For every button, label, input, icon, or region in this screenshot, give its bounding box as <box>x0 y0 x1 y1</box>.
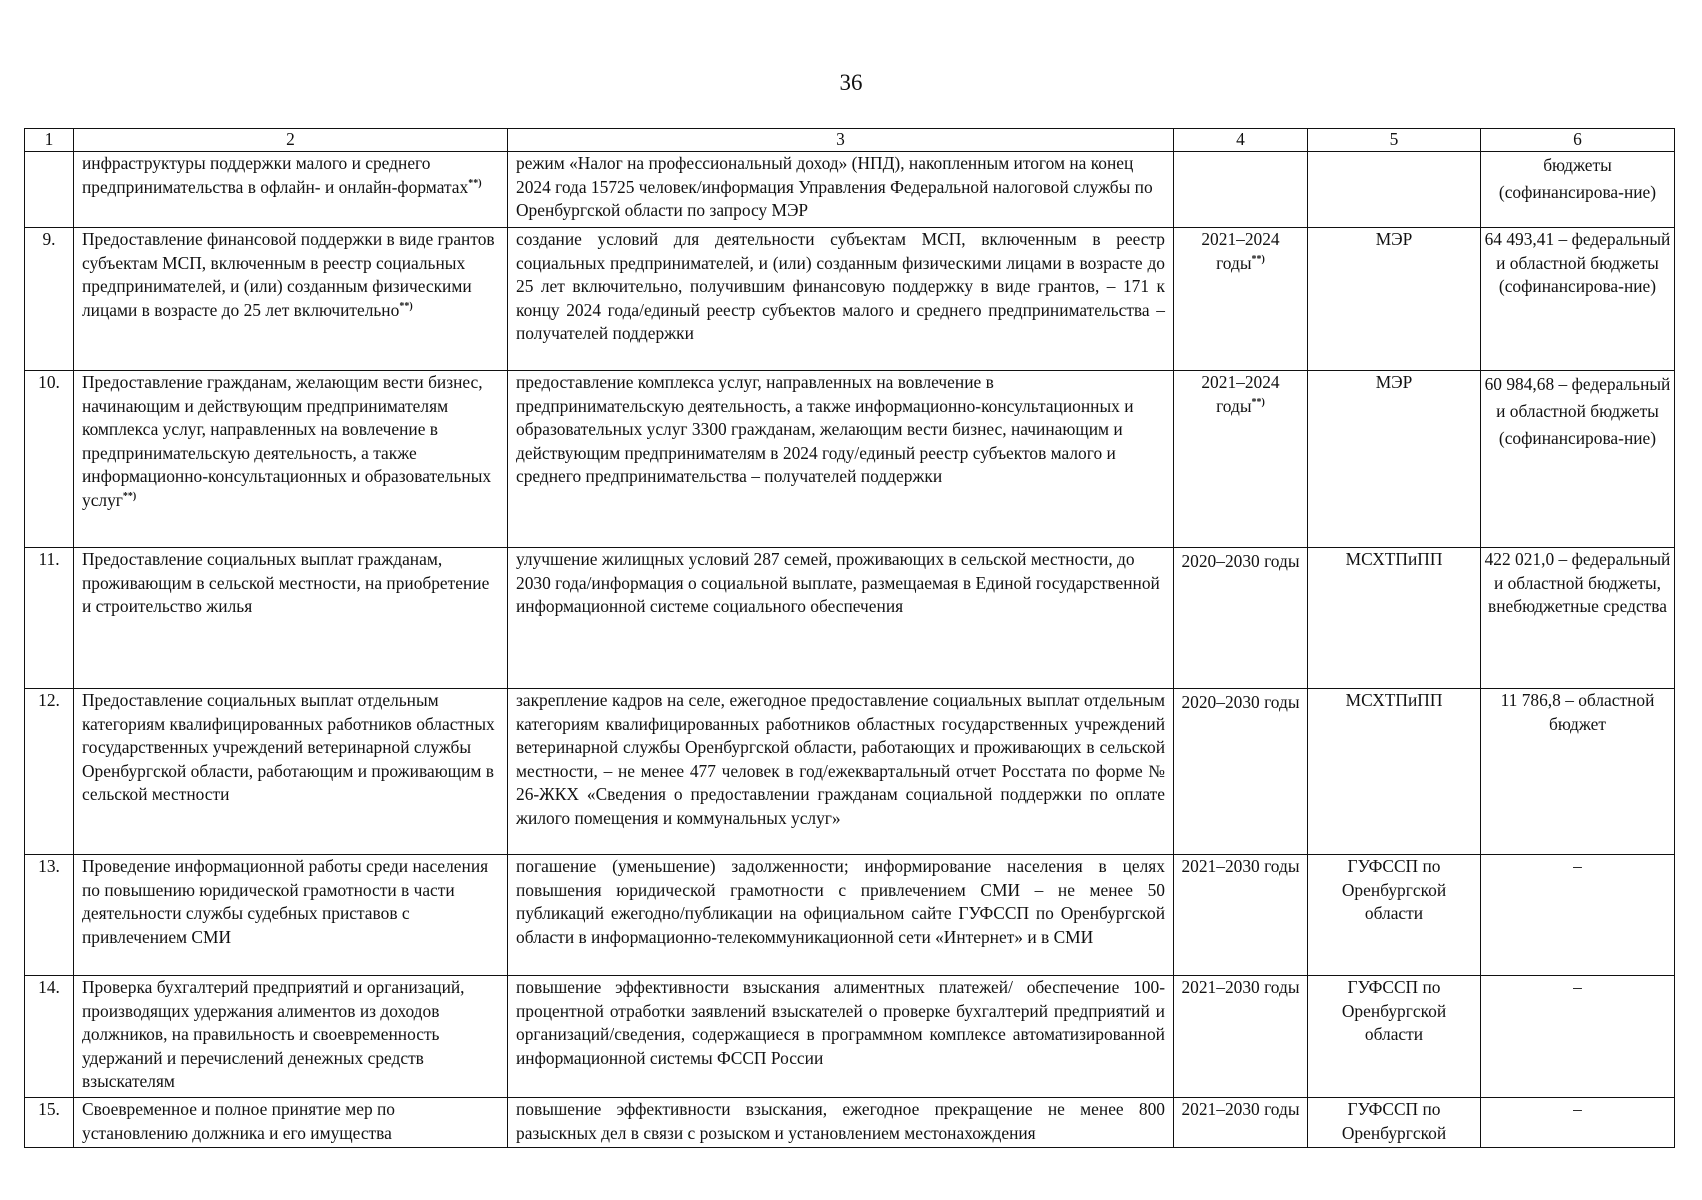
row-number: 10. <box>25 371 74 548</box>
table-row <box>25 855 1675 976</box>
measure-result: повышение эффективности взыскания алиментных платежей/ обеспечение 100-процентной отработки заявлений взыскателей о проверке бухгалтерий предприятий и организаций/сведения, содержащиеся в программном комплексе автоматизированной информационной системы ФССП России <box>508 976 1174 1098</box>
measure-funding: – <box>1481 976 1675 1098</box>
row-number: 13. <box>25 855 74 976</box>
table-row <box>25 548 1675 689</box>
footnote-mark: **) <box>122 490 137 502</box>
table-row <box>25 976 1675 1098</box>
measure-period: 2021–2030 годы <box>1174 976 1308 1098</box>
row-number <box>25 152 74 228</box>
measure-result: закрепление кадров на селе, ежегодное предоставление социальных выплат отдельным категориям квалифицированных работников областных государственных учреждений ветеринарной службы Оренбургской области, работающих и проживающих в сельской местности, – не менее 477 человек в год/ежеквартальный отчет Росстата по форме № 26-ЖКХ «Сведения о предоставлении гражданам социальной поддержки по оплате жилого помещения и коммунальных услуг» <box>508 689 1174 855</box>
column-number-3: 3 <box>508 129 1174 152</box>
measure-funding: 422 021,0 – федеральный и областной бюджеты, внебюджетные средства <box>1481 548 1675 689</box>
measure-funding: 60 984,68 – федеральный и областной бюджеты (софинансирова-ние) <box>1481 371 1675 548</box>
measure-period: 2021–2030 годы <box>1174 855 1308 976</box>
measure-executor: МСХТПиПП <box>1308 548 1481 689</box>
row-number: 12. <box>25 689 74 855</box>
measure-result: создание условий для деятельности субъектам МСП, включенным в реестр социальных предпринимателей, и (или) созданным физическими лицами в возрасте до 25 лет включительно, получившим финансовую поддержку в виде грантов, – 171 к концу 2024 года/единый реестр субъектов малого и среднего предпринимательства – получателей поддержки <box>508 228 1174 371</box>
measure-period <box>1174 152 1308 228</box>
measure-executor: МЭР <box>1308 228 1481 371</box>
measure-name: Предоставление социальных выплат отдельным категориям квалифицированных работников областных государственных учреждений ветеринарной службы Оренбургской области, работающим и проживающим в сельской местности <box>74 689 508 855</box>
measure-executor: МЭР <box>1308 371 1481 548</box>
table-row <box>25 152 1675 228</box>
measure-name: Предоставление социальных выплат гражданам, проживающим в сельской местности, на приобретение и строительство жилья <box>74 548 508 689</box>
measures-table <box>24 128 1675 1148</box>
measure-period: 2021–2024 годы**) <box>1174 371 1308 548</box>
table-row <box>25 228 1675 371</box>
column-number-2: 2 <box>74 129 508 152</box>
measure-result: предоставление комплекса услуг, направленных на вовлечение в предпринимательскую деятельность, а также информационно-консультационных и образовательных услуг 3300 гражданам, желающим вести бизнес, начинающим и действующим предпринимателям в 2024 году/единый реестр субъектов малого и среднего предпринимательства – получателей поддержки <box>508 371 1174 548</box>
row-number: 9. <box>25 228 74 371</box>
measure-funding: 11 786,8 – областной бюджет <box>1481 689 1675 855</box>
measure-executor: ГУФССП по Оренбургской области <box>1308 855 1481 976</box>
measure-period: 2020–2030 годы <box>1174 548 1308 689</box>
measure-name: Предоставление гражданам, желающим вести бизнес, начинающим и действующим предпринимателям комплекса услуг, направленных на вовлечение в предпринимательскую деятельность, а также информационно-консультационных и образовательных услуг**) <box>74 371 508 548</box>
measure-funding: – <box>1481 855 1675 976</box>
measure-result: погашение (уменьшение) задолженности; информирование населения в целях повышения юридической грамотности с привлечением СМИ – не менее 50 публикаций ежегодно/публикации на официальном сайте ГУФССП по Оренбургской области в информационно-телекоммуникационной сети «Интернет» и в СМИ <box>508 855 1174 976</box>
table-row <box>25 371 1675 548</box>
footnote-mark: **) <box>468 177 482 189</box>
measure-executor: ГУФССП по Оренбургской области <box>1308 976 1481 1098</box>
measure-name: Своевременное и полное принятие мер по установлению должника и его имущества <box>74 1098 508 1148</box>
row-number: 15. <box>25 1098 74 1148</box>
column-number-1: 1 <box>25 129 74 152</box>
measure-result: повышение эффективности взыскания, ежегодное прекращение не менее 800 разыскных дел в связи с розыском и установлением местонахождения <box>508 1098 1174 1148</box>
column-number-4: 4 <box>1174 129 1308 152</box>
measure-result: режим «Налог на профессиональный доход» (НПД), накопленным итогом на конец 2024 года 15725 человек/информация Управления Федеральной налоговой службы по Оренбургской области по запросу МЭР <box>508 152 1174 228</box>
page-number: 36 <box>839 70 863 95</box>
measure-name: Проверка бухгалтерий предприятий и организаций, производящих удержания алиментов из доходов должников, на правильность и своевременность удержаний и перечислений денежных средств взыскателям <box>74 976 508 1098</box>
table-row <box>25 689 1675 855</box>
measure-period: 2020–2030 годы <box>1174 689 1308 855</box>
measure-period: 2021–2030 годы <box>1174 1098 1308 1148</box>
footnote-mark: **) <box>399 300 413 312</box>
column-number-5: 5 <box>1308 129 1481 152</box>
measure-executor <box>1308 152 1481 228</box>
measure-funding: – <box>1481 1098 1675 1148</box>
row-number: 11. <box>25 548 74 689</box>
row-number: 14. <box>25 976 74 1098</box>
column-number-row <box>25 129 1675 152</box>
table-row <box>25 1098 1675 1148</box>
measure-funding: 64 493,41 – федеральный и областной бюджеты (софинансирова-ние) <box>1481 228 1675 371</box>
measure-name: инфраструктуры поддержки малого и среднего предпринимательства в офлайн- и онлайн-форматах**) <box>74 152 508 228</box>
measure-executor: МСХТПиПП <box>1308 689 1481 855</box>
measure-name: Проведение информационной работы среди населения по повышению юридической грамотности в части деятельности службы судебных приставов с привлечением СМИ <box>74 855 508 976</box>
column-number-6: 6 <box>1481 129 1675 152</box>
measure-executor: ГУФССП по Оренбургской <box>1308 1098 1481 1148</box>
measure-result: улучшение жилищных условий 287 семей, проживающих в сельской местности, до 2030 года/информация о социальной выплате, размещаемая в Единой государственной информационной системе социального обеспечения <box>508 548 1174 689</box>
measure-period: 2021–2024 годы**) <box>1174 228 1308 371</box>
measure-funding: бюджеты (софинансирова-ние) <box>1481 152 1675 228</box>
measure-name: Предоставление финансовой поддержки в виде грантов субъектам МСП, включенным в реестр социальных предпринимателей, и (или) созданным физическими лицами в возрасте до 25 лет включительно**) <box>74 228 508 371</box>
